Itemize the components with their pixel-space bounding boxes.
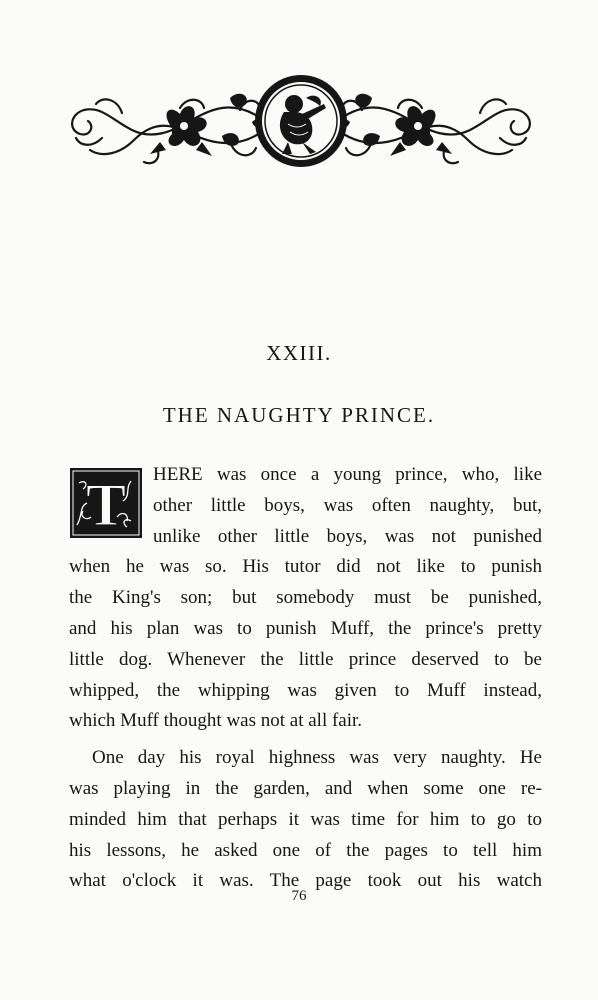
- text-line: and his plan was to punish Muff, the prince's pretty: [69, 617, 542, 639]
- text-line: HERE was once a young prince, who, like: [153, 464, 542, 485]
- text-line: other little boys, was often naughty, but,: [153, 494, 542, 516]
- chapter-title: THE NAUGHTY PRINCE.: [162, 403, 436, 427]
- floral-headpiece-icon: [62, 68, 540, 174]
- text-line: which Muff thought was not at all fair.: [69, 710, 363, 732]
- text-line: whipped, the whipping was given to Muff instead,: [69, 679, 542, 701]
- text-line: One day his royal highness was very naughty. He: [92, 747, 542, 769]
- text-line: minded him that perhaps it was time for him to go to: [69, 808, 542, 830]
- text-line: was playing in the garden, and when some one re-: [69, 777, 542, 799]
- chapter-number: XXIII.: [266, 341, 332, 365]
- text-line: his lessons, he asked one of the pages to tell him: [69, 839, 542, 861]
- body-text: [69, 460, 542, 897]
- page-number: 76: [291, 888, 307, 904]
- svg-text:T: T: [85, 472, 127, 538]
- text-line: when he was so. His tutor did not like to punish: [69, 556, 542, 578]
- text-line: little dog. Whenever the little prince deserved to be: [69, 648, 542, 670]
- text-line: what o'clock it was. The page took out his watch: [69, 870, 542, 892]
- text-line: unlike other little boys, was not punished: [153, 525, 542, 547]
- text-line: the King's son; but somebody must be punished,: [69, 587, 542, 609]
